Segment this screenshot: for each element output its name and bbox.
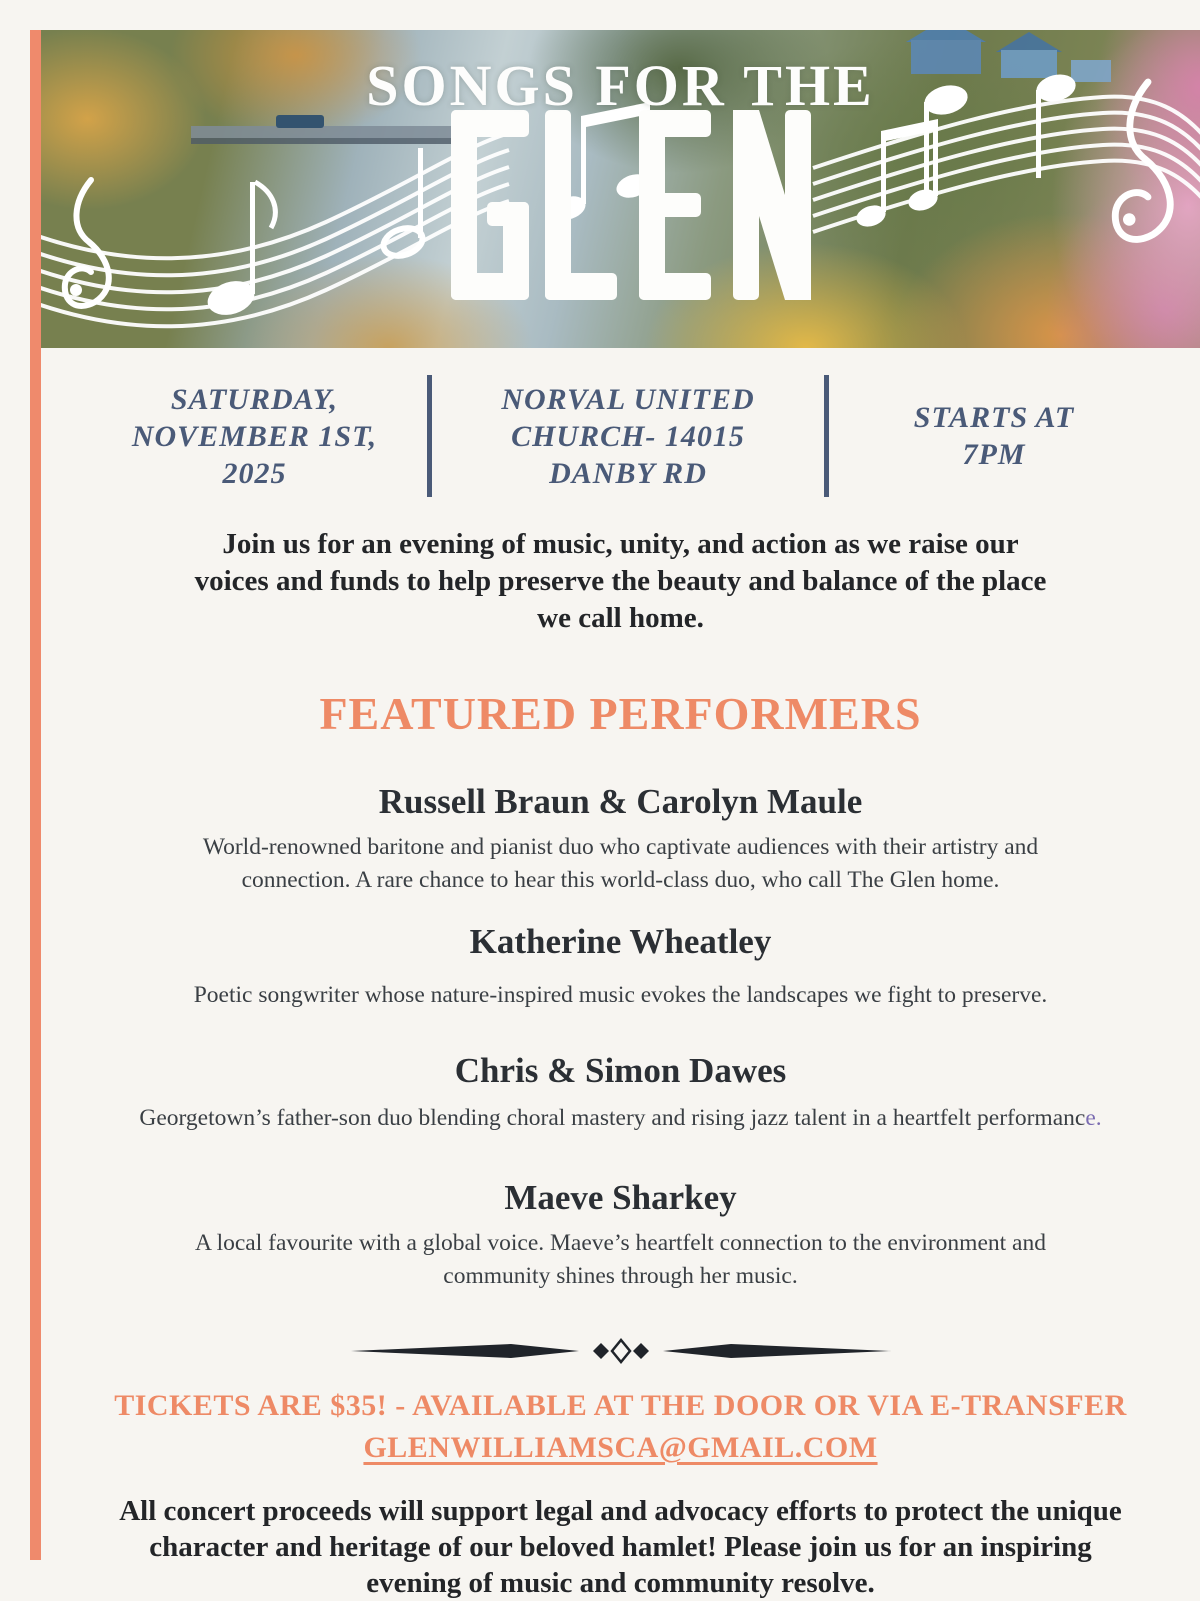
performer-description: Georgetown’s father-son duo blending choral mastery and rising jazz talent in a heartfelt performance. (139, 1105, 1102, 1132)
performer-description: A local favourite with a global voice. Maeve’s heartfelt connection to the environment and community shines through her music. (195, 1230, 1046, 1290)
performer-name: Chris & Simon Dawes (454, 1051, 787, 1091)
hero-title-line1: SONGS FOR THE (366, 53, 875, 118)
tickets-line: TICKETS ARE $35! - AVAILABLE AT THE DOOR OR VIA E-TRANSFER (114, 1389, 1127, 1423)
tickets-info (41, 1387, 1200, 1467)
performer-name: Russell Braun & Carolyn Maule (378, 782, 863, 822)
event-date: SATURDAY, NOVEMBER 1ST, 2025 (131, 382, 378, 490)
event-info-bar (41, 370, 1200, 502)
hero-title-glen (451, 110, 811, 300)
ornament-divider (41, 1333, 1200, 1369)
left-accent-stripe (30, 30, 41, 1560)
performer-name: Maeve Sharkey (504, 1178, 737, 1218)
diamond-divider-icon (351, 1333, 891, 1369)
event-time: STARTS AT 7PM (913, 401, 1075, 471)
hero-photo-banner (41, 30, 1200, 348)
flyer-body (41, 348, 1200, 1601)
performer-description: Poetic songwriter whose nature-inspired music evokes the landscapes we fight to preserve. (193, 982, 1048, 1009)
performer-name: Katherine Wheatley (469, 922, 772, 962)
closing-paragraph: All concert proceeds will support legal and advocacy efforts to protect the unique character and heritage of our beloved hamlet! Please join us for an inspiring evening of music and community resolve. (119, 1495, 1122, 1600)
email-link[interactable]: GLENWILLIAMSCA@GMAIL.COM (363, 1431, 878, 1465)
event-venue: NORVAL UNITED CHURCH- 14015 DANBY RD (501, 382, 755, 490)
intro-paragraph: Join us for an evening of music, unity, and action as we raise our voices and funds to help preserve the beauty and balance of the place we call home. (194, 528, 1047, 634)
section-heading-featured-performers: FEATURED PERFORMERS (319, 688, 922, 739)
bridge-graphic (191, 115, 461, 144)
scan-artifact-purple-text: e. (1085, 1105, 1102, 1132)
performer-description: World-renowned baritone and pianist duo who captivate audiences with their artistry and connection. A rare chance to hear this world-class duo, who call The Glen home. (202, 834, 1039, 894)
music-staff-left (41, 133, 509, 326)
email-line (41, 1429, 1200, 1467)
